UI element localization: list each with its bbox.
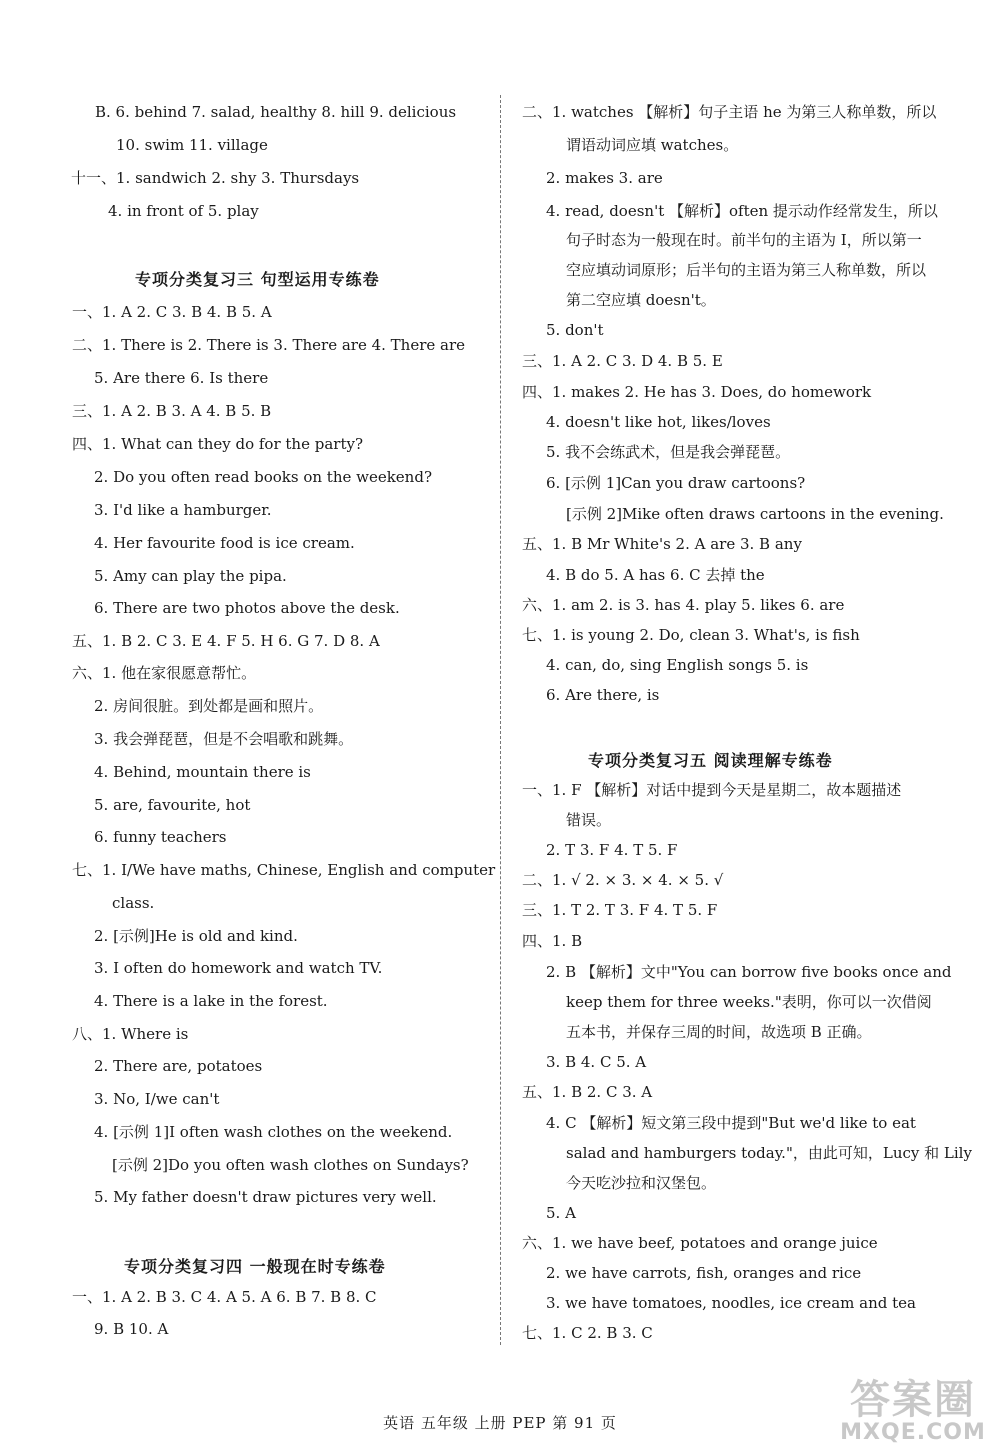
answer-line: 2. makes 3. are xyxy=(546,169,663,187)
answer-line: 3. B 4. C 5. A xyxy=(546,1053,647,1071)
answer-line: 五、1. B Mr White's 2. A are 3. B any xyxy=(522,535,802,553)
answer-line: salad and hamburgers today."，由此可知，Lucy 和 Lily xyxy=(566,1144,972,1162)
section-heading: 专项分类复习五 阅读理解专练卷 xyxy=(588,751,833,770)
answer-line: 6. There are two photos above the desk. xyxy=(94,599,400,617)
column-divider xyxy=(500,95,501,1345)
answer-line: 六、1. am 2. is 3. has 4. play 5. likes 6. are xyxy=(522,596,845,614)
answer-line: 4. C 【解析】短文第三段中提到"But we'd like to eat xyxy=(546,1114,916,1132)
answer-line: 谓语动词应填 watches。 xyxy=(566,136,739,154)
answer-line: 4. can, do, sing English songs 5. is xyxy=(546,656,809,674)
answer-line: 3. No, I/we can't xyxy=(94,1090,220,1108)
answer-line: 七、1. C 2. B 3. C xyxy=(522,1324,653,1342)
answer-line: 二、1. There is 2. There is 3. There are 4. There are xyxy=(72,336,466,354)
answer-line: 5. My father doesn't draw pictures very well. xyxy=(94,1188,437,1206)
answer-line: 七、1. is young 2. Do, clean 3. What's, is fish xyxy=(522,626,860,644)
answer-line: 5. are, favourite, hot xyxy=(94,796,251,814)
answer-line: 三、1. T 2. T 3. F 4. T 5. F xyxy=(522,901,718,919)
answer-line: 一、1. A 2. C 3. B 4. B 5. A xyxy=(72,303,272,321)
answer-line: 五、1. B 2. C 3. A xyxy=(522,1083,653,1101)
answer-line: 3. 我会弹琵琶，但是不会唱歌和跳舞。 xyxy=(94,730,354,748)
answer-line: 五、1. B 2. C 3. E 4. F 5. H 6. G 7. D 8. A xyxy=(72,632,380,650)
section-heading: 专项分类复习三 句型运用专练卷 xyxy=(135,270,380,289)
answer-line: 4. [示例 1]I often wash clothes on the weekend. xyxy=(94,1123,453,1141)
answer-line: 二、1. watches 【解析】句子主语 he 为第三人称单数，所以 xyxy=(522,103,937,121)
answer-line: [示例 2]Do you often wash clothes on Sundays? xyxy=(112,1156,469,1174)
answer-line: 三、1. A 2. B 3. A 4. B 5. B xyxy=(72,402,272,420)
answer-line: 2. Do you often read books on the weekend? xyxy=(94,468,432,486)
answer-line: 今天吃沙拉和汉堡包。 xyxy=(566,1174,717,1192)
answer-line: 5. 我不会练武术，但是我会弹琵琶。 xyxy=(546,443,791,461)
answer-line: 六、1. we have beef, potatoes and orange juice xyxy=(522,1234,878,1252)
watermark-bottom: MXQE.COM xyxy=(840,1420,986,1445)
answer-line: B. 6. behind 7. salad, healthy 8. hill 9. delicious xyxy=(95,103,457,121)
answer-line: 六、1. 他在家很愿意帮忙。 xyxy=(72,664,257,682)
watermark-top: 答案圈 xyxy=(850,1377,976,1423)
answer-line: 二、1. √ 2. × 3. × 4. × 5. √ xyxy=(522,871,724,889)
answer-line: 2. we have carrots, fish, oranges and rice xyxy=(546,1264,862,1282)
answer-line: 6. Are there, is xyxy=(546,686,660,704)
answer-line: 3. I often do homework and watch TV. xyxy=(94,959,383,977)
answer-line: 句子时态为一般现在时。前半句的主语为 I，所以第一 xyxy=(566,231,922,249)
answer-line: 一、1. A 2. B 3. C 4. A 5. A 6. B 7. B 8. C xyxy=(72,1288,377,1306)
answer-line: 5. A xyxy=(546,1204,576,1222)
answer-line: 5. don't xyxy=(546,321,604,339)
answer-line: 6. [示例 1]Can you draw cartoons? xyxy=(546,474,806,492)
answer-line: 4. Behind, mountain there is xyxy=(94,763,311,781)
answer-line: 五本书，并保存三周的时间，故选项 B 正确。 xyxy=(566,1023,872,1041)
answer-line: 2. [示例]He is old and kind. xyxy=(94,927,298,945)
answer-line: 一、1. F 【解析】对话中提到今天是星期二，故本题描述 xyxy=(522,781,902,799)
watermark-logo xyxy=(838,1368,988,1452)
answer-line: 10. swim 11. village xyxy=(116,136,268,154)
answer-line: 3. we have tomatoes, noodles, ice cream and tea xyxy=(546,1294,916,1312)
answer-line: 2. 房间很脏。到处都是画和照片。 xyxy=(94,697,324,715)
answer-line: 错误。 xyxy=(566,811,612,829)
answer-line: class. xyxy=(112,894,155,912)
answer-line: 十一、1. sandwich 2. shy 3. Thursdays xyxy=(71,169,360,187)
answer-line: 4. in front of 5. play xyxy=(108,202,259,220)
answer-line: 4. Her favourite food is ice cream. xyxy=(94,534,355,552)
answer-line: 3. I'd like a hamburger. xyxy=(94,501,272,519)
answer-line: 4. B do 5. A has 6. C 去掉 the xyxy=(546,566,765,584)
answer-line: 四、1. B xyxy=(522,932,583,950)
answer-line: 2. There are, potatoes xyxy=(94,1057,263,1075)
answer-line: 2. B 【解析】文中"You can borrow five books once and xyxy=(546,963,952,981)
answer-line: 5. Are there 6. Is there xyxy=(94,369,269,387)
answer-line: 4. doesn't like hot, likes/loves xyxy=(546,413,771,431)
answer-line: 空应填动词原形；后半句的主语为第三人称单数，所以 xyxy=(566,261,927,279)
answer-line: 四、1. What can they do for the party? xyxy=(72,435,363,453)
answer-line: keep them for three weeks."表明，你可以一次借阅 xyxy=(566,993,932,1011)
section-heading: 专项分类复习四 一般现在时专练卷 xyxy=(124,1257,386,1276)
answer-line: 第二空应填 doesn't。 xyxy=(566,291,716,309)
answer-line: 4. There is a lake in the forest. xyxy=(94,992,328,1010)
answer-line: 6. funny teachers xyxy=(94,828,227,846)
answer-line: 三、1. A 2. C 3. D 4. B 5. E xyxy=(522,352,723,370)
page-footer: 英语 五年级 上册 PEP 第 91 页 xyxy=(383,1414,617,1432)
answer-line: 七、1. I/We have maths, Chinese, English and computer xyxy=(72,861,496,879)
answer-line: 四、1. makes 2. He has 3. Does, do homework xyxy=(522,383,872,401)
answer-line: 2. T 3. F 4. T 5. F xyxy=(546,841,678,859)
answer-line: 9. B 10. A xyxy=(94,1320,169,1338)
answer-line: [示例 2]Mike often draws cartoons in the evening. xyxy=(566,505,944,523)
answer-line: 4. read, doesn't 【解析】often 提示动作经常发生，所以 xyxy=(546,202,938,220)
answer-line: 八、1. Where is xyxy=(72,1025,189,1043)
answer-line: 5. Amy can play the pipa. xyxy=(94,567,287,585)
